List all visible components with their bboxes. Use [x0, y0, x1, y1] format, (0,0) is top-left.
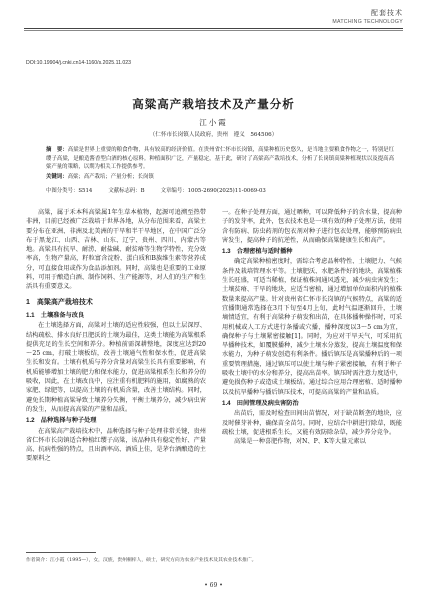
keywords	[46, 173, 394, 182]
clc-number: 中图分类号：S514	[46, 188, 93, 194]
section-heading-1-1: 1.1 土壤准备与改良	[26, 311, 85, 319]
document-code: 文献标志码：B	[108, 188, 145, 194]
author-footnote: 作者简介：江小霞（1995—），女，汉族，贵州桐梓人，硕士，研究方向为农业产业技术及其农业技术推广。	[26, 558, 257, 563]
footnote-divider	[26, 552, 96, 553]
section-heading-1-4: 1.4 田间管理及病虫害防治	[222, 399, 299, 407]
section-1-3-paragraph: 确定高粱种植密度时，需综合考虑品种特性、土壤肥力、气候条件及栽培管理水平等。土壤肥沃、水肥条件好的地块，高粱植株生长旺盛，可适当稀植，保证植株间通风透光，减少病虫害发生；土壤贫瘠、干旱的地块，应适当密植，通过增加单位面积内的植株数量来提高产量。针对贵州省仁怀市长岗镇的气候特点，高粱的适宜播期通常选择在3月下旬至4月上旬，此时气温逐渐回升，土壤墒情适宜，有利于高粱种子萌发和出苗，在具体播种操作时，可采用机械或人工方式进行条播或穴播，播种深度以3～5 cm为宜，确保种子与土壤紧密接触[1]。同时，为应对干旱天气，可采用抗旱播种技术，如覆膜播种，减少土壤水分蒸发，提高土壤温度和保水能力，为种子萌发创造有利条件。播后镇压是高粱播种后的一项重要管理措施，通过镇压可以使土壤与种子紧密接触，有利于种子吸收土壤中的水分和养分，提高出苗率。镇压时需注意力度适中，避免损伤种子或造成土壤板结。通过综合应用合理密植、适时播种以及抗旱播种与播后镇压技术，可提高高粱的产量和品质。	[222, 258, 402, 396]
continued-paragraph: 一。在种子处理方面，通过晒种，可以降低种子的含水量，提高种子的发芽率，此外，包衣技术也是一项有效的种子处理方法，使用含有防病、防虫药剂的包衣剂对种子进行包衣处理，能够预防病虫害发生，提高种子的抗逆性，从而确保高粱健康生长和高产。	[222, 209, 402, 244]
section-label-en: MATCHING TECHNOLOGY	[332, 19, 403, 25]
last-paragraph: 高粱是一种喜肥作物，对N、P、K等大量元素以	[234, 438, 366, 446]
article-meta	[46, 186, 394, 194]
header-divider-thin	[24, 30, 403, 31]
abstract-label: 摘 要：	[46, 147, 68, 153]
section-1-2-paragraph: 在高粱高产栽培技术中，品种选择与种子处理非常关键，贵州省仁怀市长岗镇适合种植红缨子高粱，该品种具有稳定性好、产量高、抗病性强的特点，且出酒率高、酒质上佳，是茅台酒酿造的主要原料之	[26, 427, 206, 463]
author: 江小霞	[199, 118, 228, 127]
page-number: • 69 •	[204, 582, 223, 589]
body-column-right	[222, 208, 402, 446]
article-number: 文章编号：1005-2690(2025)11-0069-03	[160, 188, 266, 194]
body-column-left	[26, 208, 206, 464]
abstract-text: 高粱是世界上重要的粮食作物，具有较高的经济价值。在贵州省仁怀市长岗镇，高粱种植历史悠久，是当地主要粮食作物之一，特别是红缨子高粱，是酿造酱香型白酒的核心原料。种植面积广泛，产量稳定，基于此，研讨了高粱高产栽培技术，分析了长岗镇高粱种植现状以及提高高粱产量的策略，以期为相关工作提供参考。	[46, 147, 394, 170]
doi: DOI:10.19904/j.cnki.cn14-1160/s.2025.11.023	[26, 60, 132, 66]
keywords-text: 高粱；高产栽培；产量分析；长岗镇	[67, 173, 154, 180]
section-label-cn: 配套技术	[371, 9, 403, 17]
section-label	[263, 8, 403, 25]
section-1-1-paragraph: 在土壤选择方面，高粱对土壤的适应性较强，但以土层深厚、结构疏松、排水良好且肥沃的土壤为最佳，这类土壤能为高粱根系提供充足的生长空间和养分。种植前需深耕整地，深度应达到20～25 cm，打破土壤板结，改善土壤通气性和保水性，促进高粱生长和发育。土壤有机质与养分含量对高粱生长具有重要影响，有机质能够增加土壤的肥力和保水能力，促进高粱根系生长和养分的吸收，因此，在土壤改良中，应注重有机肥料的施用，如腐熟的农家肥、绿肥等，以提高土壤的有机质含量，改善土壤结构。同时，避免长期种植高粱导致土壤养分失衡，平衡土壤养分，减少病虫害的发生，从而提高高粱的产量和品质。	[26, 322, 206, 413]
intro-paragraph: 高粱，属于禾本科高粱属1年生草本植物，起源可追溯至热带非洲，目前已经被广泛栽培于世界各地，从分布范围来看，高粱主要分布在亚洲、非洲及北美洲的干旱和半干旱地区，在中国广泛分布于黑龙江、山西、吉林、山东、辽宁、贵州、四川、内蒙古等地。高粱具有抗旱、耐涝、耐盐碱、耐贫瘠等生物学特性，充分效率高，生物产量高，籽粒富含淀粉、蛋白质和B族维生素等营养成分，可直接食用或作为食品添加剂。同时，高粱也是重要的工业原料，可用于酿造白酒、制作饲料、生产能源等，对人们的生产和生活具有重要意义。	[26, 209, 206, 291]
section-heading-1: 1 高粱高产栽培技术	[26, 298, 93, 306]
affiliation: （仁怀市长岗镇人民政府，贵州 遵义 564506）	[149, 132, 278, 138]
section-1-4-paragraph: 出苗后，需及时检查田间出苗情况，对于缺苗断垄的地块，应及时催芽补种，确保苗全苗匀。同时，应结合中耕进行除草，既能疏松土壤，促进根系生长，又能有效防除杂草，减少养分竞争。	[222, 410, 402, 436]
keywords-label: 关键词：	[46, 173, 68, 180]
section-heading-1-2: 1.2 品种选择与种子处理	[26, 417, 97, 425]
section-heading-1-3: 1.3 合理密植与适时播种	[222, 248, 293, 256]
header-divider	[24, 28, 403, 29]
paper-title: 高粱高产栽培技术及产量分析	[132, 97, 295, 111]
abstract	[46, 146, 394, 181]
